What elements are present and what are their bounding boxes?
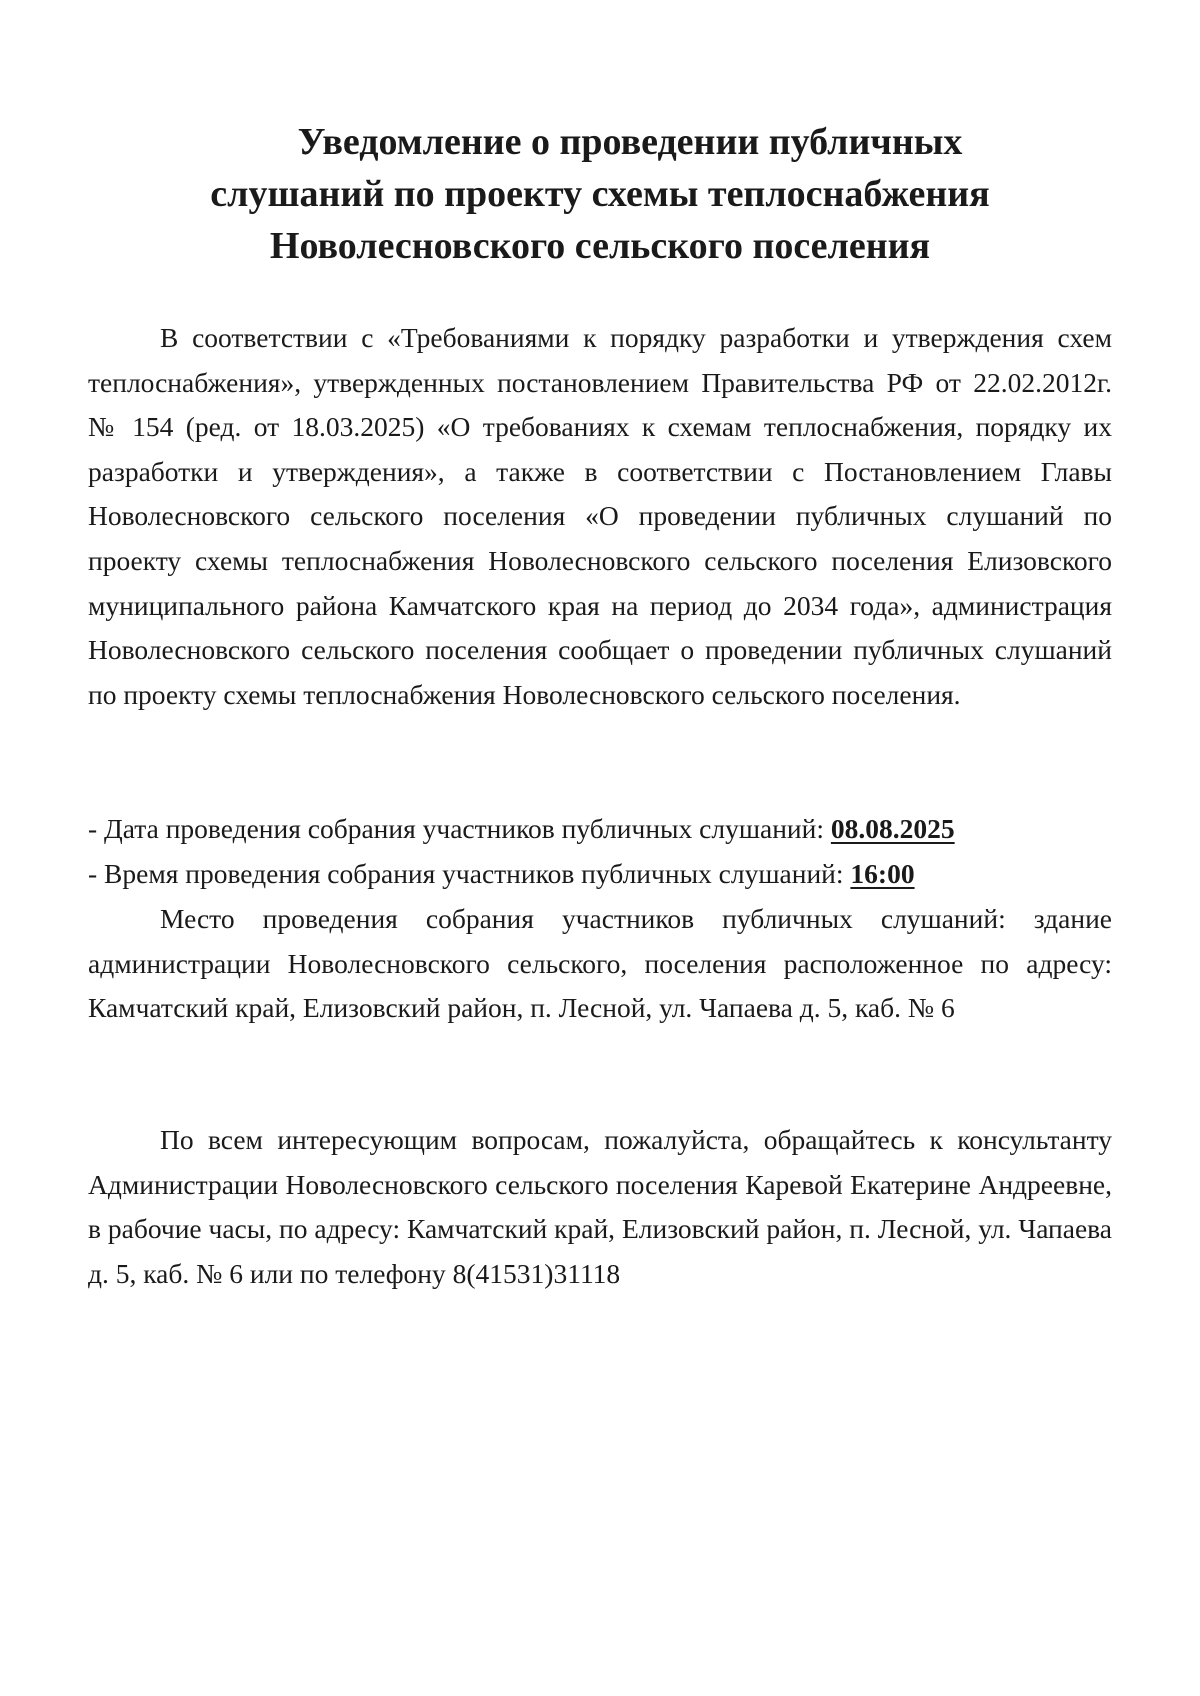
title-line-2: слушаний по проекту схемы теплоснабжения xyxy=(210,173,990,215)
intro-paragraph: В соответствии с «Требованиями к порядку разработки и утверждения схем теплоснабжения», утвержденных постановлением Правительства РФ от 22.02.2012г. № 154 (ред. от 18.03.2025) «О требованиях к схемам теплоснабжения, порядку их разработки и утверждения», а также в соответствии с Постановлением Главы Новолесновского сельского поселения «О проведении публичных слушаний по проекту схемы теплоснабжения Новолесновского сельского поселения Елизовского муниципального района Камчатского края на период до 2034 года», администрация Новолесновского сельского поселения сообщает о проведении публичных слушаний по проекту схемы теплоснабжения Новолесновского сельского поселения. xyxy=(88,322,1112,710)
meeting-date-label: - Дата проведения собрания участников публичных слушаний: xyxy=(88,813,824,844)
title-line-3: Новолесновского сельского поселения xyxy=(269,225,931,267)
title-line-1: Уведомление о проведении публичных xyxy=(297,121,963,163)
meeting-time-label: - Время проведения собрания участников публичных слушаний: xyxy=(88,858,844,889)
contact-paragraph: По всем интересующим вопросам, пожалуйста, обращайтесь к консультанту Администрации Новолесновского сельского поселения Каревой Екатерине Андреевне, в рабочие часы, по адресу: Камчатский край, Елизовский район, п. Лесной, ул. Чапаева д. 5, каб. № 6 или по телефону 8(41531)31118 xyxy=(88,1124,1112,1289)
notice-title xyxy=(90,116,1110,272)
meeting-time-line xyxy=(88,852,1112,897)
meeting-time-value: 16:00 xyxy=(850,858,915,889)
meeting-place-paragraph: Место проведения собрания участников публичных слушаний: здание администрации Новолесновского сельского, поселения расположенное по адресу: Камчатский край, Елизовский район, п. Лесной, ул. Чапаева д. 5, каб. № 6 xyxy=(88,903,1112,1024)
meeting-date-line xyxy=(88,807,1112,852)
meeting-date-value: 08.08.2025 xyxy=(830,813,955,844)
